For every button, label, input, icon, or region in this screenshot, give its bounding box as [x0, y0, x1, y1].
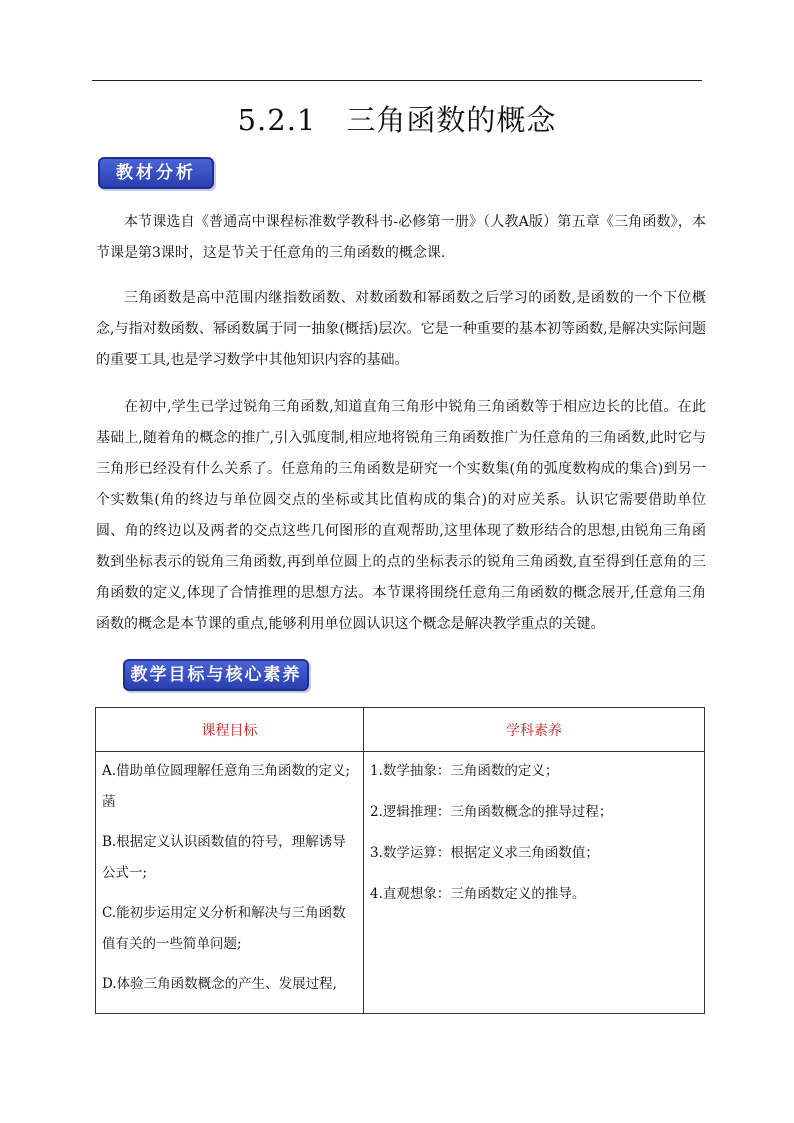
literacy-item-3: 3.数学运算：根据定义求三角函数值；: [370, 845, 599, 861]
header-rule: [92, 80, 702, 81]
goals-cell: [96, 752, 364, 1014]
paragraph-background: 在初中,学生已学过锐角三角函数,知道直角三角形中锐角三角函数等于相应边长的比值。在此基础上,随着角的概念的推广,引入弧度制,相应地将锐角三角函数推广为任意角的三角函数,此时它与三角形已经没有什么关系了。任意角的三角函数是研究一个实数集(角的弧度数构成的集合)到另一个实数集(角的终边与单位圆交点的坐标或其比值构成的集合)的对应关系。认识它需要借助单位圆、角的终边以及两者的交点这些几何图形的直观帮助,这里体现了数形结合的思想,由锐角三角函数到坐标表示的锐角三角函数,再到单位圆上的点的坐标表示的锐角三角函数,直至得到任意角的三角函数的定义,体现了合情推理的思想方法。本节课将围绕任意角三角函数的概念展开,任意角三角函数的概念是本节课的重点,能够利用单位圆认识这个概念是解决教学重点的关键。: [96, 399, 706, 632]
section-badge-analysis: 教材分析: [98, 157, 214, 189]
goal-item-b: B.根据定义认识函数值的符号，理解诱导公式一;: [102, 834, 346, 881]
goal-item-c: C.能初步运用定义分析和解决与三角函数值有关的一些简单问题;: [102, 905, 346, 952]
table-header-row: [96, 708, 705, 752]
literacy-item-1: 1.数学抽象：三角函数的定义；: [370, 763, 559, 779]
header-course-goals: 课程目标: [96, 708, 364, 752]
goal-item-a: A.借助单位圆理解任意角三角函数的定义;菡: [102, 763, 351, 810]
table-row: [96, 752, 705, 1014]
goal-item-d: D.体验三角函数概念的产生、发展过程,: [102, 976, 337, 992]
literacy-item-4: 4.直观想象：三角函数定义的推导。: [370, 886, 586, 902]
paragraph-function-position: 三角函数是高中范围内继指数函数、对数函数和幂函数之后学习的函数,是函数的一个下位概念,与指对数函数、幂函数属于同一抽象(概括)层次。它是一种重要的基本初等函数,是解决实际问题的重要工具,也是学习数学中其他知识内容的基础。: [96, 290, 706, 368]
literacy-item-2: 2.逻辑推理：三角函数概念的推导过程；: [370, 804, 613, 820]
section-badge-goals: 教学目标与核心素养: [123, 659, 309, 691]
paragraph-intro: 本节课选自《普通高中课程标准数学教科书-必修第一册》（人教A版）第五章《三角函数》，本节课是第3课时，这是节关于任意角的三角函数的概念课.: [96, 214, 706, 261]
goals-table: [95, 707, 705, 1014]
page-title: 5.2.1 三角函数的概念: [237, 103, 557, 137]
header-core-literacy: 学科素养: [364, 708, 705, 752]
literacy-cell: [364, 752, 705, 1014]
